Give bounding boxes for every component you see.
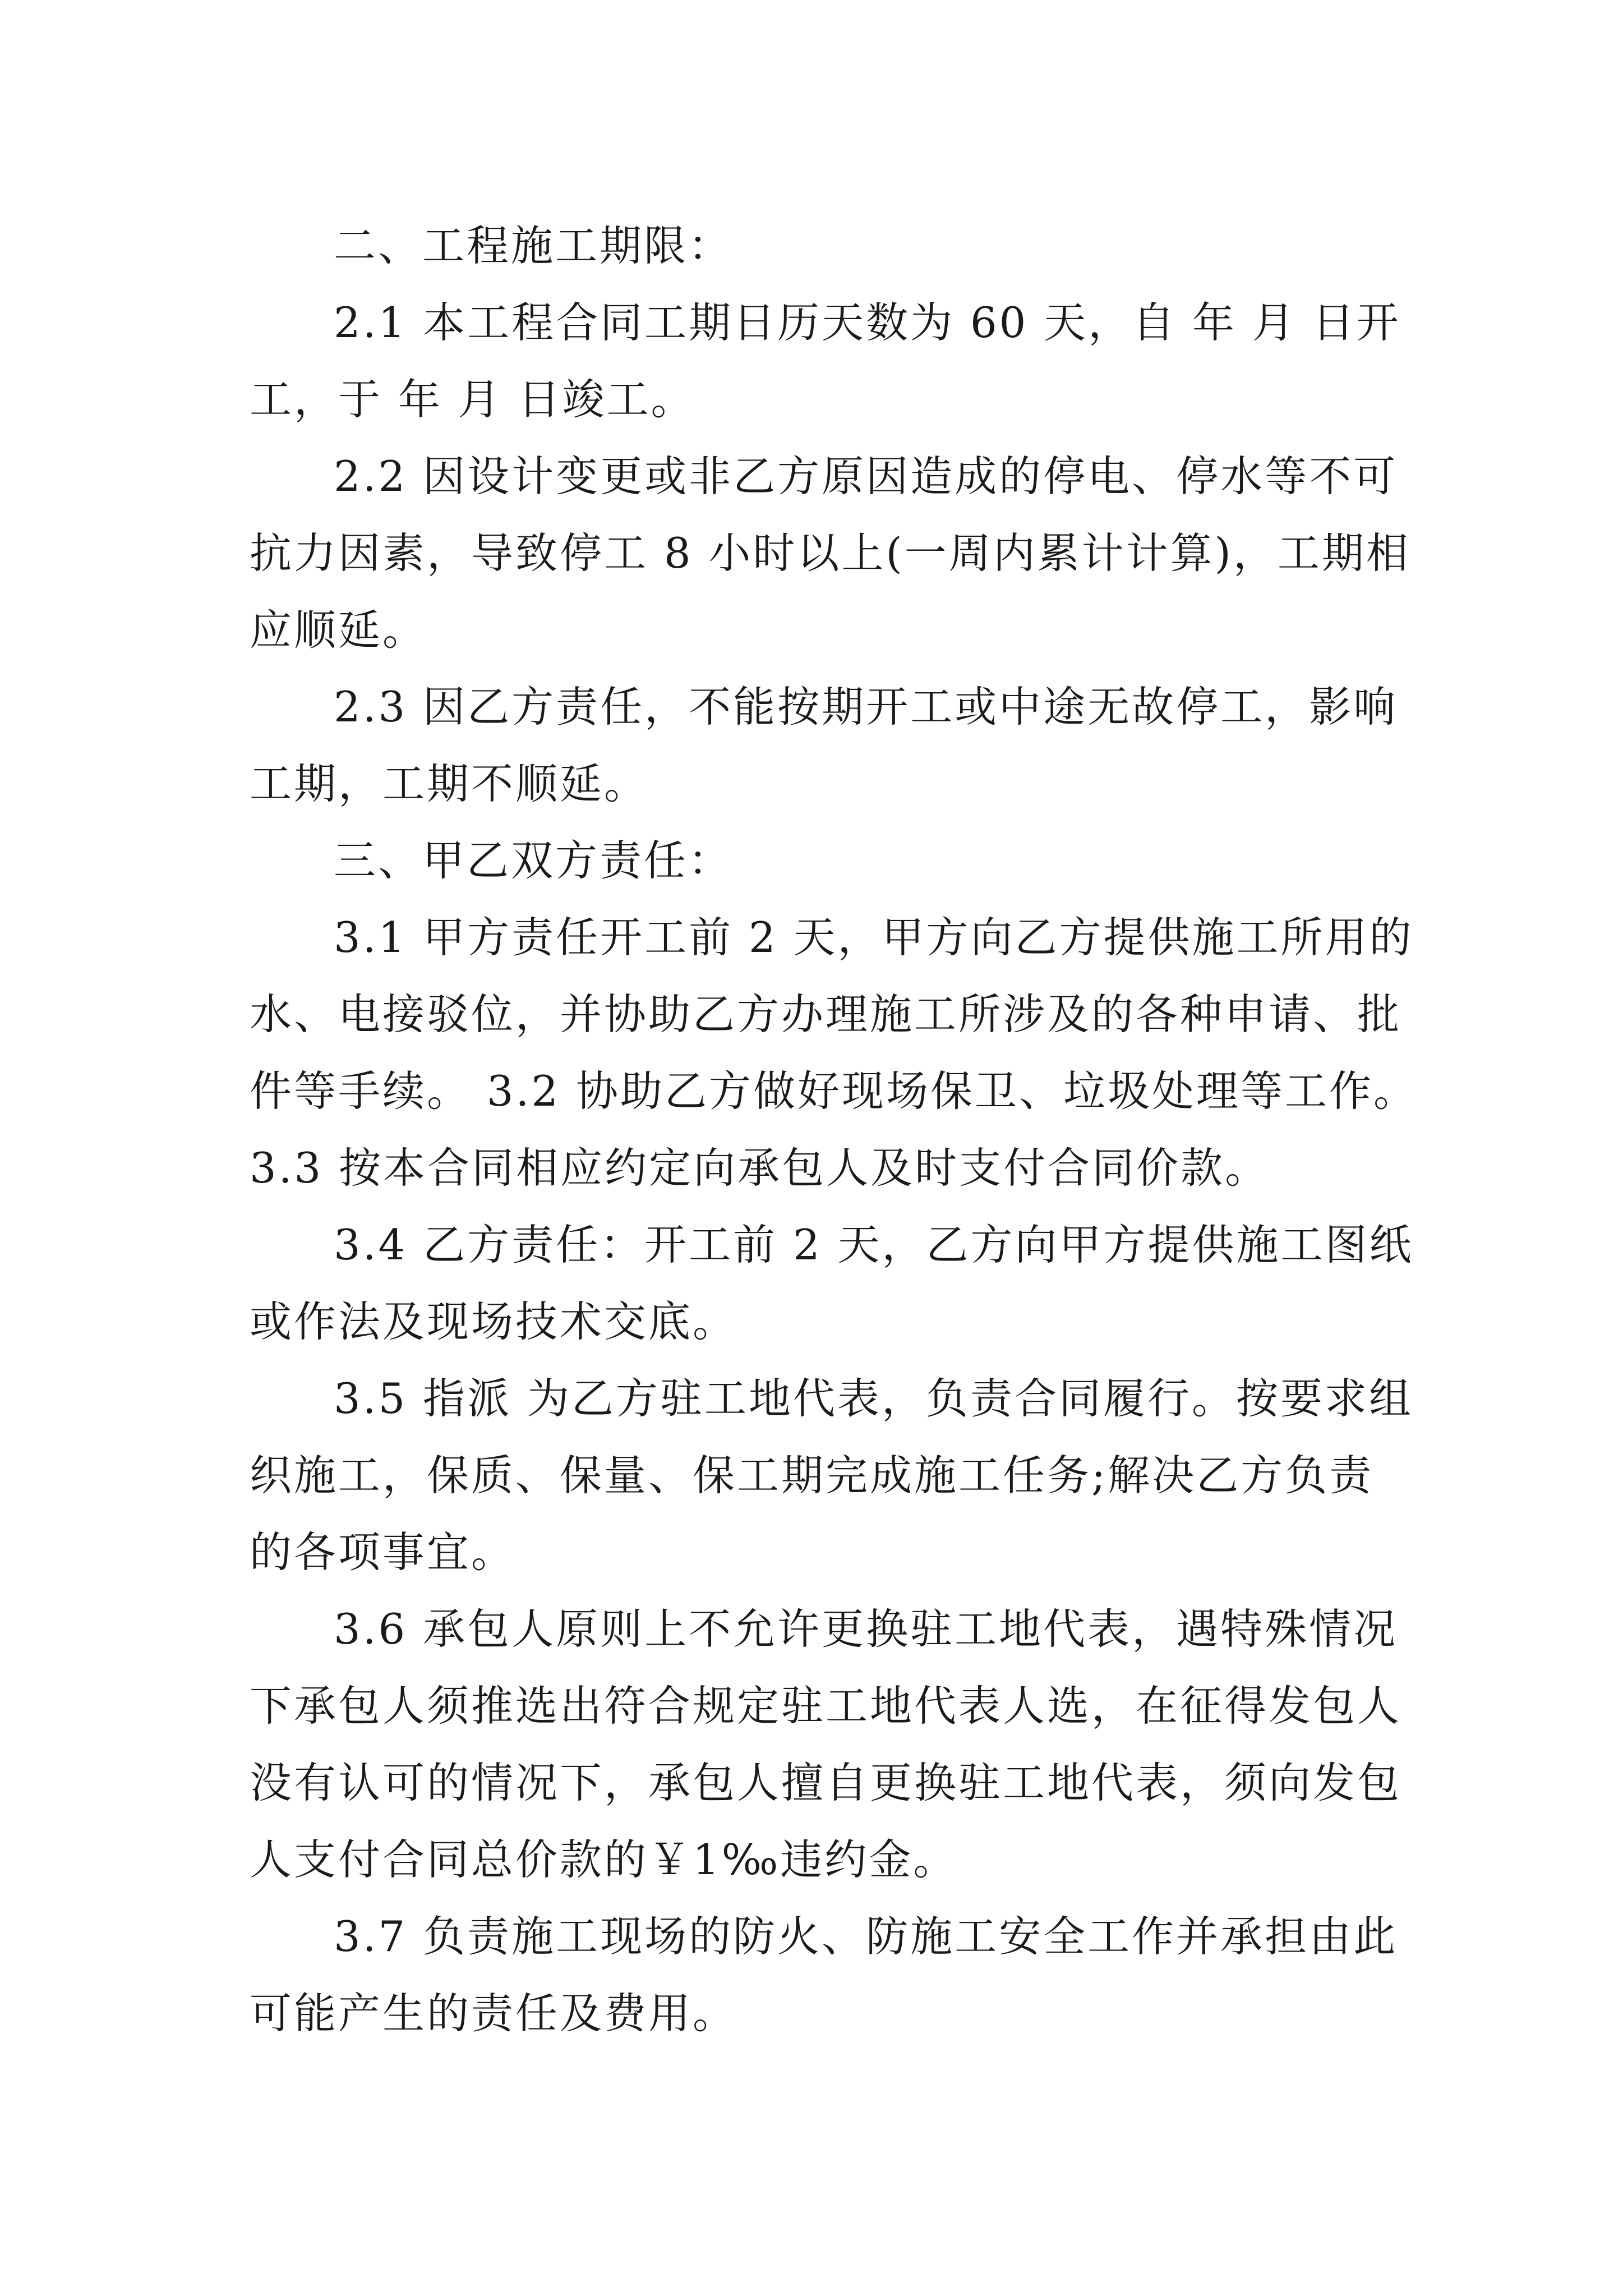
paragraph-line: 2.2 因设计变更或非乙方原因造成的停电、停水等不可 <box>334 452 1398 501</box>
paragraph-line: 3.1 甲方责任开工前 2 天，甲方向乙方提供施工所用的 <box>334 913 1414 962</box>
paragraph-line: 没有认可的情况下，承包人擅自更换驻工地代表，须向发包 <box>250 1758 1402 1807</box>
paragraph-line: 3.7 负责施工现场的防火、防施工安全工作并承担由此 <box>334 1912 1398 1961</box>
paragraph-line: 的各项事宜。 <box>250 1527 516 1577</box>
paragraph-line: 工期，工期不顺延。 <box>250 759 649 808</box>
paragraph-line: 3.4 乙方责任：开工前 2 天，乙方向甲方提供施工图纸 <box>334 1220 1414 1269</box>
paragraph-line: 3.5 指派 为乙方驻工地代表，负责合同履行。按要求组 <box>334 1374 1413 1423</box>
paragraph-line: 2.3 因乙方责任，不能按期开工或中途无故停工，影响 <box>334 682 1398 731</box>
paragraph-line: 抗力因素，导致停工 8 小时以上(一周内累计计算)，工期相 <box>250 528 1410 578</box>
section-heading-2: 二、工程施工期限： <box>334 221 733 270</box>
paragraph-line: 可能产生的责任及费用。 <box>250 1989 737 2038</box>
paragraph-line: 或作法及现场技术交底。 <box>250 1297 737 1346</box>
paragraph-line: 工，于 年 月 日竣工。 <box>250 375 695 424</box>
paragraph-line: 应顺延。 <box>250 605 427 655</box>
paragraph-line: 2.1 本工程合同工期日历天数为 60 天，自 年 月 日开 <box>334 298 1401 347</box>
paragraph-line: 件等手续。 3.2 协助乙方做好现场保卫、垃圾处理等工作。 <box>250 1066 1418 1116</box>
document-body <box>250 208 1418 2052</box>
paragraph-line: 3.3 按本合同相应约定向承包人及时支付合同价款。 <box>250 1143 1270 1193</box>
section-heading-3: 三、甲乙双方责任： <box>334 836 733 885</box>
paragraph-line: 织施工，保质、保量、保工期完成施工任务;解决乙方负责 <box>250 1451 1374 1500</box>
paragraph-line: 水、电接驳位，并协助乙方办理施工所涉及的各种申请、批 <box>250 990 1402 1039</box>
paragraph-line: 下承包人须推选出符合规定驻工地代表人选，在征得发包人 <box>250 1681 1402 1731</box>
paragraph-line: 3.6 承包人原则上不允许更换驻工地代表，遇特殊情况 <box>334 1604 1398 1654</box>
paragraph-line: 人支付合同总价款的￥1‰违约金。 <box>250 1835 958 1884</box>
